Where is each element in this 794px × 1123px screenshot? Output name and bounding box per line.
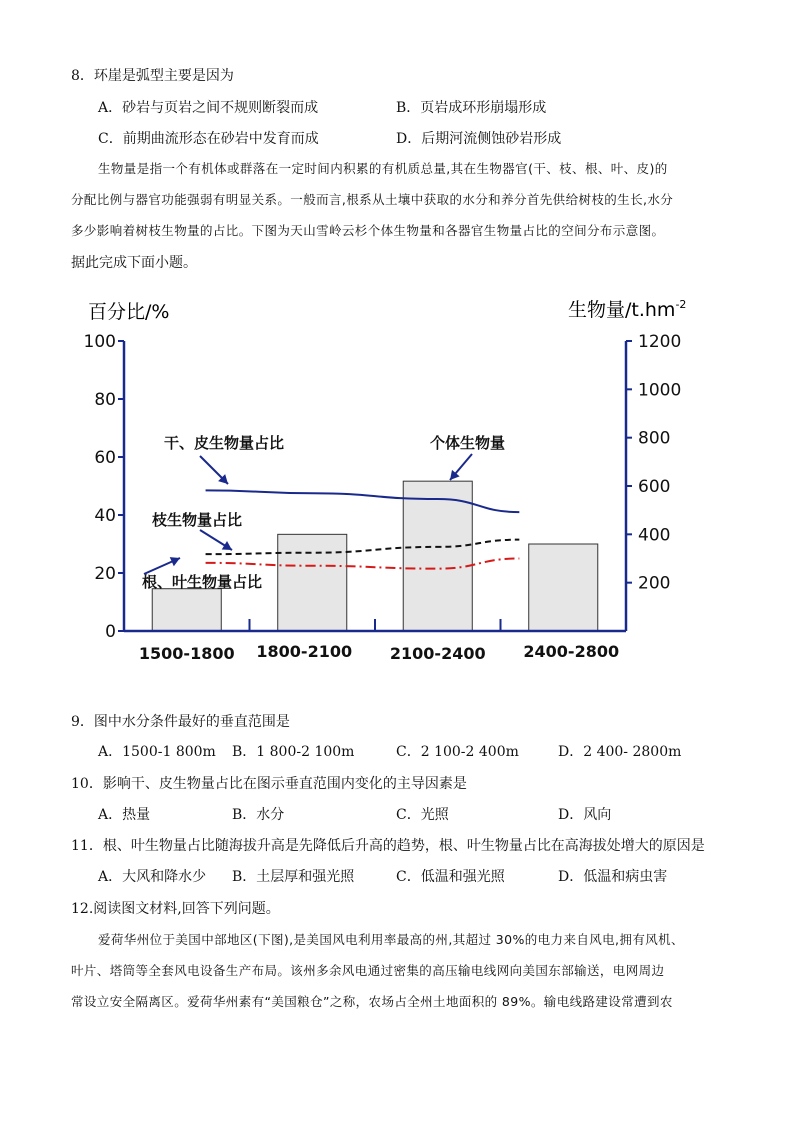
left-tick-label-0: 0 <box>105 622 116 642</box>
annotation-trunk-bark: 干、皮生物量占比 <box>164 434 285 452</box>
q12-stem: 12.阅读图文材料,回答下列问题。 <box>71 901 280 917</box>
intro-tail: 据此完成下面小题。 <box>71 255 197 271</box>
q8-option-a[interactable]: A．砂岩与页岩之间不规则断裂而成 <box>98 100 319 116</box>
x-tick-label-0: 1500-1800 <box>138 644 235 663</box>
q9-option-c[interactable]: C．2 100-2 400m <box>396 744 519 760</box>
right-tick-label-2: 600 <box>638 477 671 497</box>
annotation-individual-biomass: 个体生物量 <box>430 434 506 452</box>
bar-1 <box>278 534 347 631</box>
x-tick-label-1: 1800-2100 <box>256 642 353 661</box>
q11-option-d[interactable]: D．低温和病虫害 <box>558 869 668 885</box>
q9-option-a[interactable]: A．1500-1 800m <box>98 744 216 760</box>
biomass-chart <box>80 296 720 676</box>
q10-option-d[interactable]: D．风向 <box>558 807 612 823</box>
q8-option-d[interactable]: D．后期河流侧蚀砂岩形成 <box>396 131 562 147</box>
left-tick-label-1: 20 <box>94 564 116 584</box>
right-tick-label-1: 400 <box>638 525 671 546</box>
right-axis-label: 生物量$/t.hm^{-2}$ <box>568 298 687 321</box>
x-tick-label-3: 2400-2800 <box>523 642 620 661</box>
q10-stem: 10．影响干、皮生物量占比在图示垂直范围内变化的主导因素是 <box>71 776 467 792</box>
right-tick-label-4: 1000 <box>638 380 682 401</box>
intro-line-3: 多少影响着树枝生物量的占比。下图为天山雪岭云杉个体生物量和各器官生物量占比的空间分布示意图。 <box>71 223 665 238</box>
left-tick-label-3: 60 <box>94 448 116 468</box>
q11-option-a[interactable]: A．大风和降水少 <box>98 869 207 885</box>
annotation-branch: 枝生物量占比 <box>152 511 243 529</box>
left-axis-label: 百分比/% <box>88 301 170 323</box>
q10-option-a[interactable]: A．热量 <box>98 807 151 823</box>
left-tick-label-5: 100 <box>83 332 116 352</box>
x-tick-label-2: 2100-2400 <box>389 644 486 663</box>
bar-0 <box>152 589 221 631</box>
q11-stem: 11．根、叶生物量占比随海拔升高是先降低后升高的趋势，根、叶生物量占比在高海拔处增大的原因是 <box>71 838 705 854</box>
q12-line-2: 叶片、塔筒等全套风电设备生产布局。该州多余风电通过密集的高压输电线网向美国东部输送，电网周边 <box>71 963 665 978</box>
bar-2 <box>403 481 472 631</box>
q9-option-d[interactable]: D．2 400- 2800m <box>558 744 682 760</box>
intro-line-1: 生物量是指一个有机体或群落在一定时间内积累的有机质总量,其在生物器官(干、枝、根、叶、皮)的 <box>98 161 668 176</box>
q11-option-b[interactable]: B．土层厚和强光照 <box>232 869 355 885</box>
left-tick-label-2: 40 <box>94 506 116 526</box>
q12-line-3: 常设立安全隔离区。爱荷华州素有“美国粮仓”之称，农场占全州土地面积的 89%。输电线路建设常遭到农 <box>71 994 673 1009</box>
q8-stem: 8．环崖是弧型主要是因为 <box>71 68 234 84</box>
q10-option-c[interactable]: C．光照 <box>396 807 449 823</box>
right-tick-label-5: 1200 <box>638 332 682 352</box>
q9-stem: 9．图中水分条件最好的垂直范围是 <box>71 714 290 730</box>
q8-option-c[interactable]: C．前期曲流形态在砂岩中发育而成 <box>98 131 319 147</box>
right-tick-label-0: 200 <box>638 573 671 594</box>
right-tick-label-3: 800 <box>638 428 671 449</box>
bar-3 <box>529 544 598 631</box>
q10-option-b[interactable]: B．水分 <box>232 807 285 823</box>
q12-line-1: 爱荷华州位于美国中部地区(下图),是美国风电利用率最高的州,其超过 30%的电力来自风电,拥有风机、 <box>98 932 684 947</box>
annotation-root-leaf: 根、叶生物量占比 <box>142 573 263 591</box>
intro-line-2: 分配比例与器官功能强弱有明显关系。一般而言,根系从土壤中获取的水分和养分首先供给树枝的生长,水分 <box>71 192 674 207</box>
q9-option-b[interactable]: B．1 800-2 100m <box>232 744 355 760</box>
left-tick-label-4: 80 <box>94 390 116 410</box>
q11-option-c[interactable]: C．低温和强光照 <box>396 869 505 885</box>
q8-option-b[interactable]: B．页岩成环形崩塌形成 <box>396 100 547 116</box>
